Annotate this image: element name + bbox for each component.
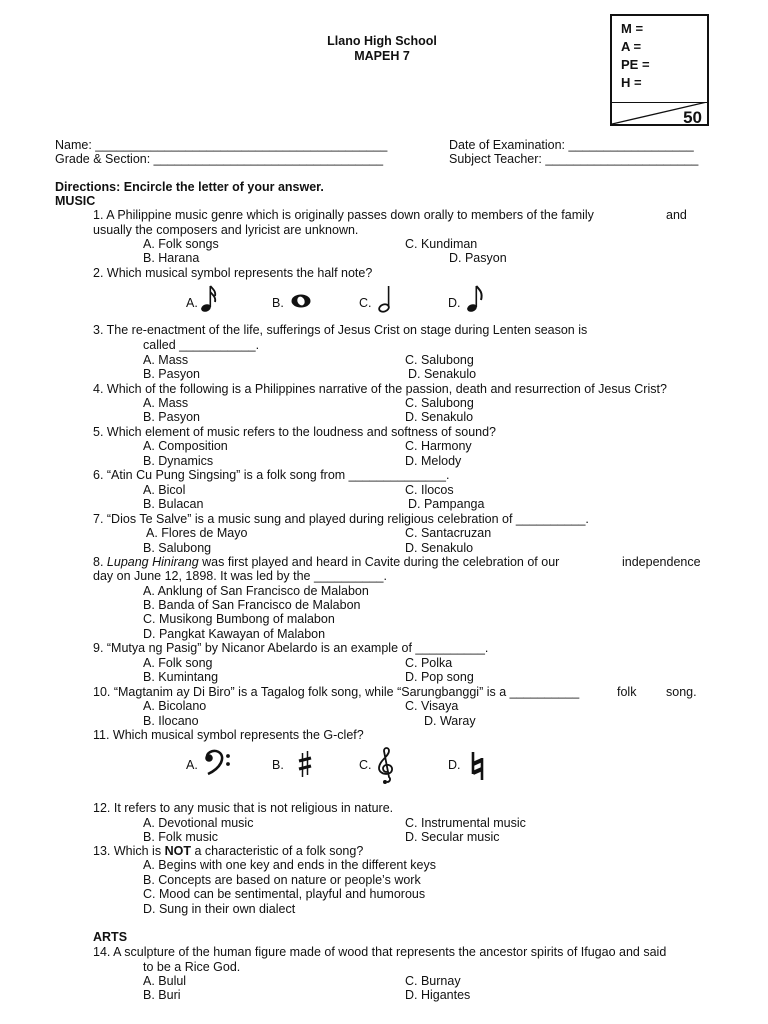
q11-option-a[interactable]: A. [186,758,198,772]
q8-option-c[interactable]: C. Musikong Bumbong of malabon [143,612,335,626]
bass-clef-icon [204,749,234,777]
natural-icon [470,750,486,782]
q8-title: Lupang Hinirang [106,555,199,569]
q4-option-b[interactable]: B. Pasyon [143,410,200,424]
q6-text: 6. “Atin Cu Pung Singsing” is a folk song from ______________. [93,468,450,482]
q8-option-d[interactable]: D. Pangkat Kawayan of Malabon [143,627,326,641]
q5-option-d[interactable]: D. Melody [405,454,462,468]
q3-option-d[interactable]: D. Senakulo [408,367,477,381]
q13-text-not: NOT [164,844,191,858]
q7-option-c[interactable]: C. Santacruzan [405,526,492,540]
score-m-label: M = [621,21,644,36]
q14-option-b[interactable]: B. Buri [143,988,181,1002]
q3-option-b[interactable]: B. Pasyon [143,367,200,381]
q3-text-line1: 3. The re-enactment of the life, sufferings of Jesus Crist on stage during Lenten season is [93,323,588,337]
q10-option-b[interactable]: B. Ilocano [143,714,199,728]
directions: Directions: Encircle the letter of your answer. [55,180,324,194]
q13-option-c[interactable]: C. Mood can be sentimental, playful and humorous [143,887,426,901]
q12-option-b[interactable]: B. Folk music [143,830,219,844]
q6-option-d[interactable]: D. Pampanga [408,497,485,511]
sixteenth-note-icon [200,284,218,314]
grade-section-field[interactable]: Grade & Section: _________________________________ [55,152,384,166]
q13-option-d[interactable]: D. Sung in their own dialect [143,902,296,916]
score-total: 50 [683,108,702,127]
q12-option-a[interactable]: A. Devotional music [143,816,254,830]
q14-option-c[interactable]: C. Burnay [405,974,461,988]
q7-text: 7. “Dios Te Salve” is a music sung and played during religious celebration of __________. [93,512,589,526]
q7-option-d[interactable]: D. Senakulo [405,541,474,555]
q5-text: 5. Which element of music refers to the loudness and softness of sound? [93,425,496,439]
q8-text-line1 [93,555,559,569]
q13-text [93,844,363,858]
half-note-icon [378,284,394,314]
q7-option-b[interactable]: B. Salubong [143,541,212,555]
q1-option-d[interactable]: D. Pasyon [449,251,507,265]
q7-option-a[interactable]: A. Flores de Mayo [146,526,248,540]
q8-text-line2: day on June 12, 1898. It was led by the __________. [93,569,387,583]
eighth-note-icon [466,284,484,314]
q9-option-b[interactable]: B. Kumintang [143,670,219,684]
q4-option-c[interactable]: C. Salubong [405,396,474,410]
q1-text-line1: 1. A Philippine music genre which is originally passes down orally to members of the family [93,208,594,222]
q2-text: 2. Which musical symbol represents the half note? [93,266,373,280]
q11-option-b[interactable]: B. [272,758,284,772]
q8-option-a[interactable]: A. Anklung of San Francisco de Malabon [143,584,369,598]
q14-text-line1: 14. A sculpture of the human figure made of wood that represents the ancestor spirits of Ifugao and said [93,945,667,959]
q10-option-a[interactable]: A. Bicolano [143,699,207,713]
exam-date-field[interactable]: Date of Examination: __________________ [449,138,694,152]
q10-text-folk: folk [617,685,637,699]
score-a-label: A = [621,39,642,54]
exam-subject: MAPEH 7 [354,49,410,63]
q10-option-c[interactable]: C. Visaya [405,699,459,713]
q1-text-and: and [666,208,687,222]
q6-option-b[interactable]: B. Bulacan [143,497,204,511]
q13-text-pre: 13. Which is [93,844,162,858]
score-h-label: H = [621,75,642,90]
q3-option-c[interactable]: C. Salubong [405,353,474,367]
q1-option-b[interactable]: B. Harana [143,251,200,265]
q14-option-a[interactable]: A. Bulul [143,974,187,988]
q12-option-c[interactable]: C. Instrumental music [405,816,526,830]
q8-number: 8. [93,555,104,569]
sharp-icon [298,750,312,778]
school-name: Llano High School [327,34,437,48]
q10-text-song: song. [666,685,697,699]
q5-option-b[interactable]: B. Dynamics [143,454,214,468]
q1-option-a[interactable]: A. Folk songs [143,237,219,251]
q2-option-d[interactable]: D. [448,296,461,310]
q5-option-c[interactable]: C. Harmony [405,439,472,453]
q9-option-d[interactable]: D. Pop song [405,670,474,684]
q9-option-a[interactable]: A. Folk song [143,656,213,670]
q3-text-line2: called ___________. [143,338,260,352]
q11-option-c[interactable]: C. [359,758,372,772]
q9-text: 9. “Mutya ng Pasig” by Nicanor Abelardo is an example of __________. [93,641,489,655]
q3-option-a[interactable]: A. Mass [143,353,189,367]
q2-option-b[interactable]: B. [272,296,284,310]
q2-option-c[interactable]: C. [359,296,372,310]
q14-option-d[interactable]: D. Higantes [405,988,471,1002]
treble-clef-icon [376,746,396,786]
q6-option-a[interactable]: A. Bicol [143,483,186,497]
q10-option-d[interactable]: D. Waray [424,714,476,728]
section-arts: ARTS [93,930,128,944]
whole-note-icon [290,293,312,309]
subject-teacher-field[interactable]: Subject Teacher: ______________________ [449,152,699,166]
name-field[interactable]: Name: __________________________________________ [55,138,388,152]
q12-text: 12. It refers to any music that is not religious in nature. [93,801,394,815]
q13-option-b[interactable]: B. Concepts are based on nature or people’s work [143,873,421,887]
q8-text-independence: independence [622,555,701,569]
q6-option-c[interactable]: C. Ilocos [405,483,454,497]
q13-text-post: a characteristic of a folk song? [194,844,364,858]
score-box [610,14,709,126]
q13-option-a[interactable]: A. Begins with one key and ends in the different keys [143,858,437,872]
q4-option-d[interactable]: D. Senakulo [405,410,474,424]
q8-text-rest: was first played and heard in Cavite during the celebration of our [202,555,560,569]
q11-text: 11. Which musical symbol represents the G-clef? [93,728,364,742]
q2-option-a[interactable]: A. [186,296,198,310]
score-pe-label: PE = [621,57,650,72]
section-music: MUSIC [55,194,96,208]
q4-text: 4. Which of the following is a Philippines narrative of the passion, death and resurrection of Jesus Crist? [93,382,667,396]
q9-option-c[interactable]: C. Polka [405,656,453,670]
q14-text-line2: to be a Rice God. [143,960,241,974]
q10-text: 10. “Magtanim ay Di Biro” is a Tagalog folk song, while “Sarungbanggi” is a __________ [93,685,580,699]
q5-option-a[interactable]: A. Composition [143,439,228,453]
q1-text-line2: usually the composers and lyricist are unknown. [93,223,359,237]
q12-option-d[interactable]: D. Secular music [405,830,500,844]
q11-option-d[interactable]: D. [448,758,461,772]
q8-option-b[interactable]: B. Banda of San Francisco de Malabon [143,598,361,612]
q4-option-a[interactable]: A. Mass [143,396,189,410]
q1-option-c[interactable]: C. Kundiman [405,237,478,251]
